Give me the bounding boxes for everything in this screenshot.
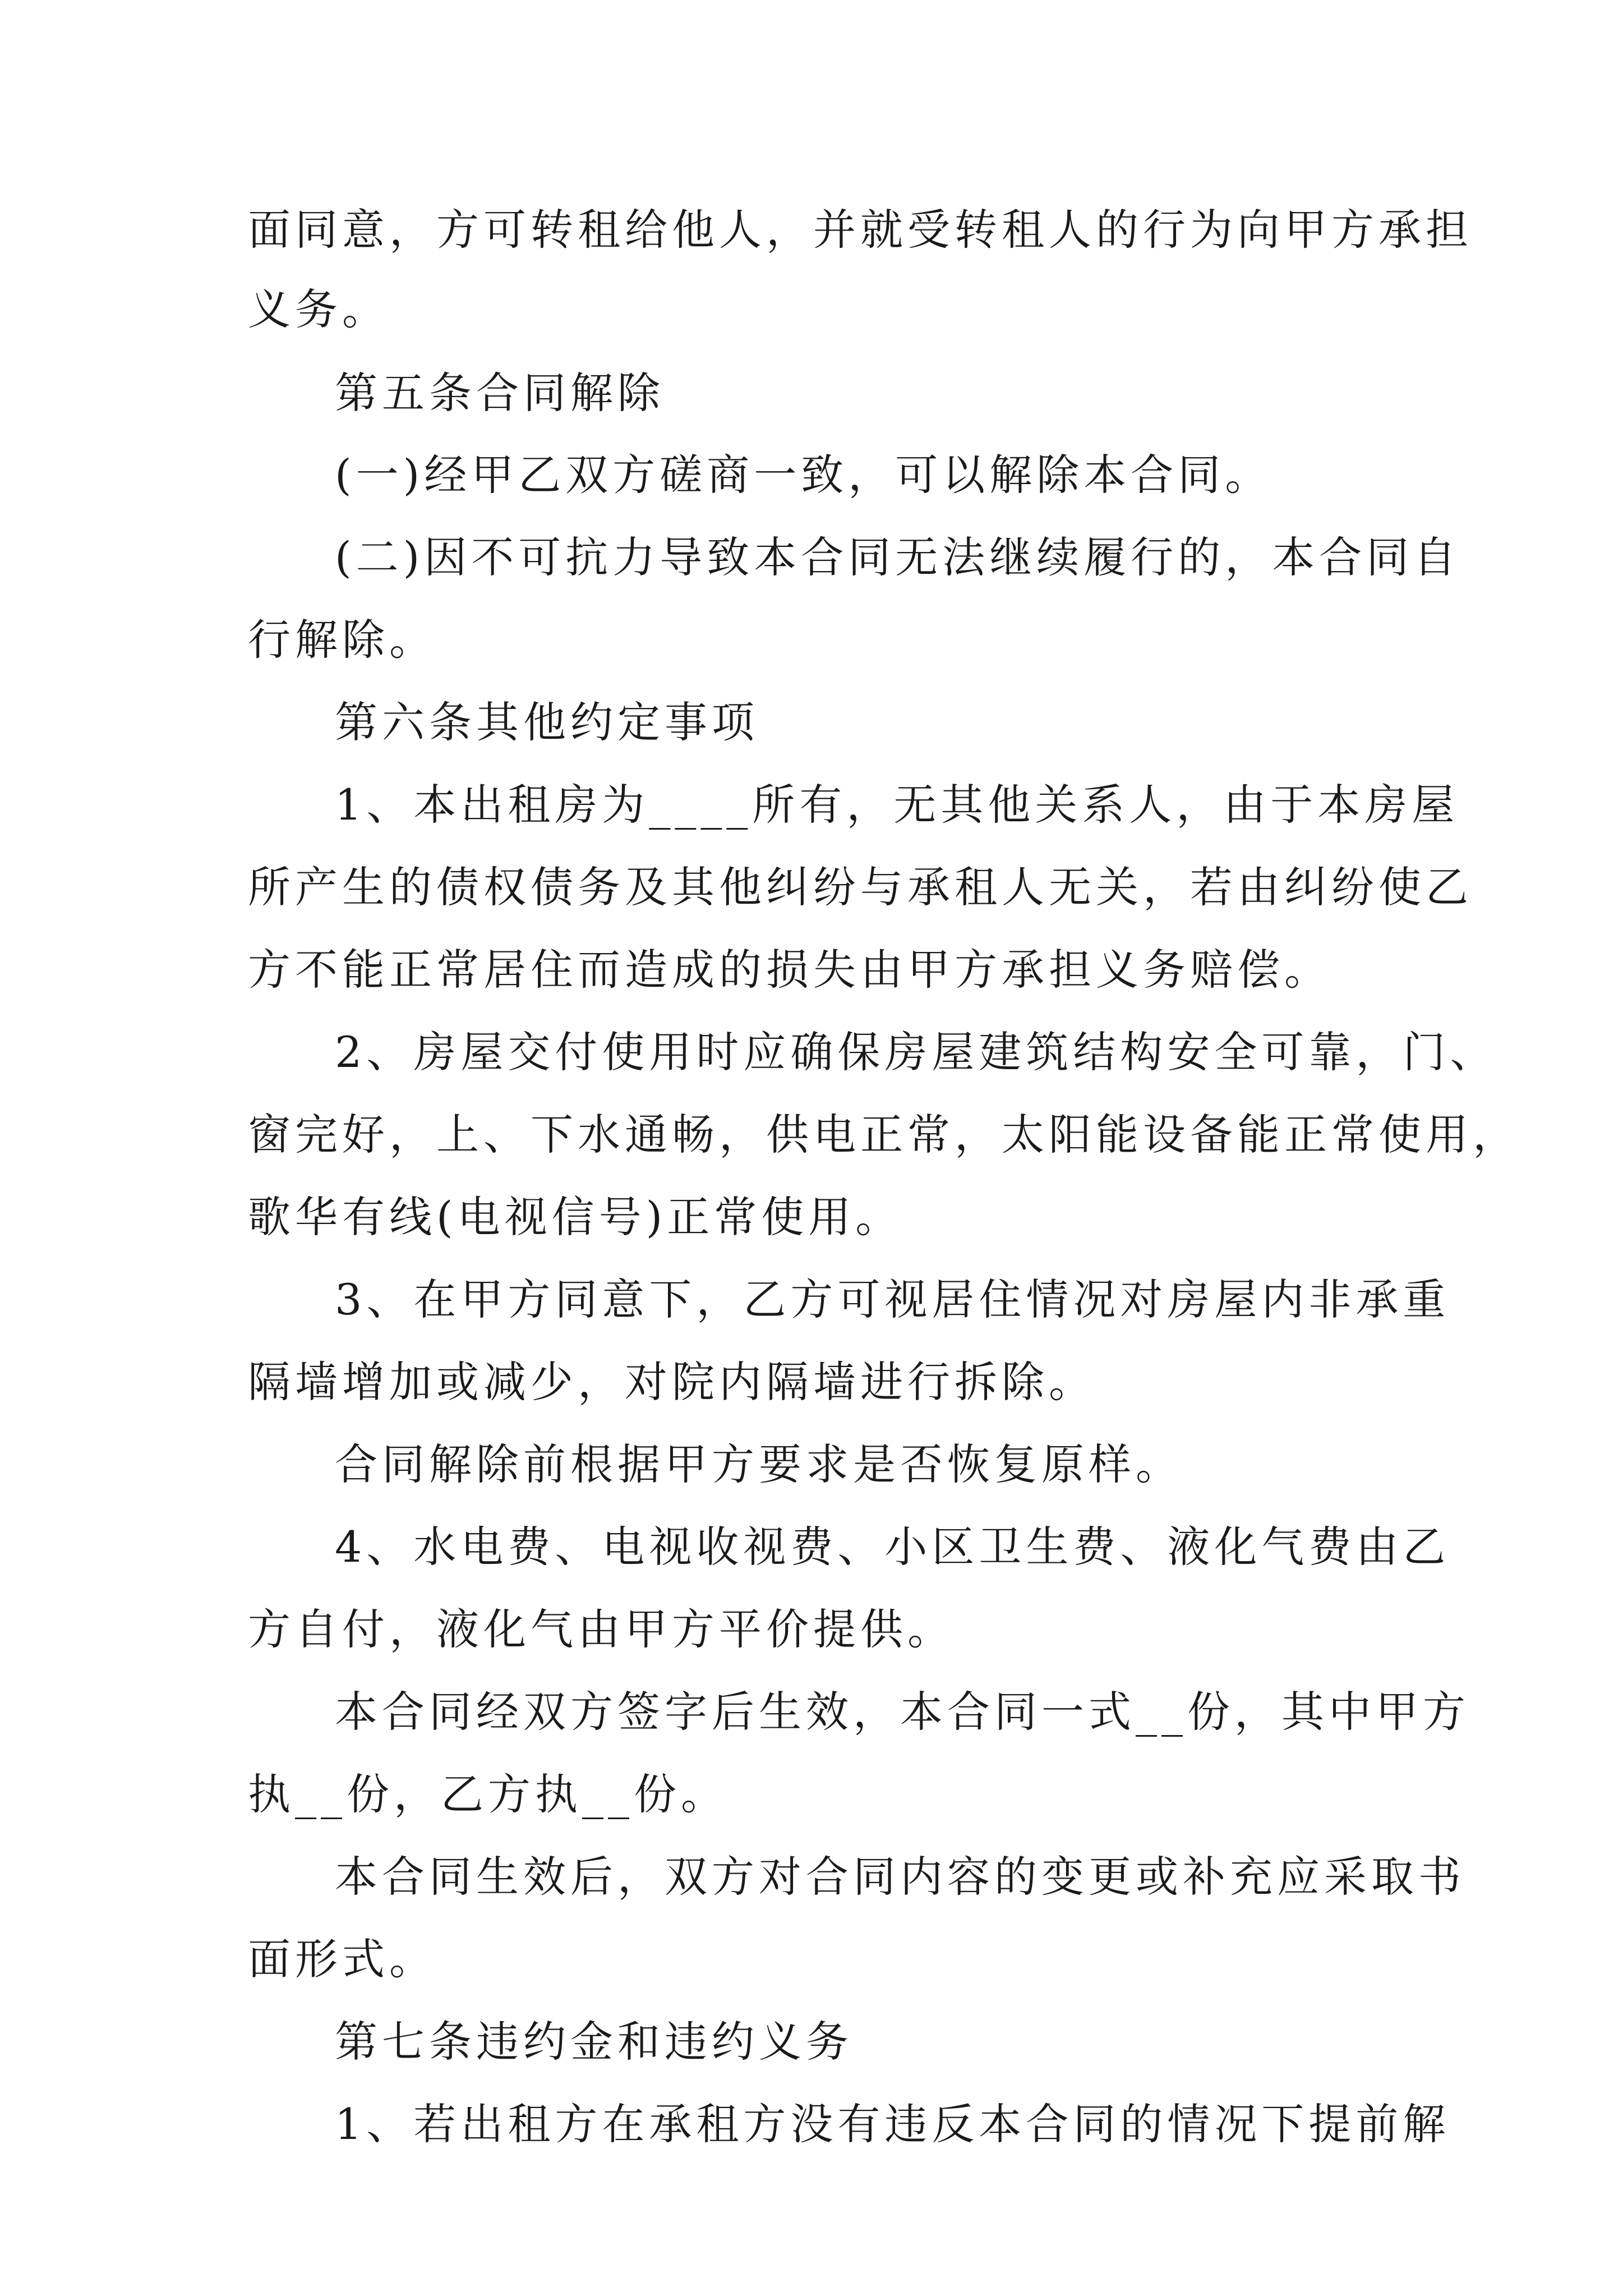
text-line: 面同意，方可转租给他人，并就受转租人的行为向甲方承担 xyxy=(248,205,1473,255)
text-line: (一)经甲乙双方磋商一致，可以解除本合同。 xyxy=(335,450,1272,500)
text-line: 歌华有线(电视信号)正常使用。 xyxy=(248,1192,903,1242)
text-line: 窗完好，上、下水通畅，供电正常，太阳能设备能正常使用， xyxy=(248,1110,1520,1159)
section-heading: 第六条其他约定事项 xyxy=(335,697,759,747)
text-line: 方自付，液化气由甲方平价提供。 xyxy=(248,1604,955,1654)
section-heading: 第五条合同解除 xyxy=(335,368,665,418)
text-line: 行解除。 xyxy=(248,615,436,665)
text-line: 合同解除前根据甲方要求是否恢复原样。 xyxy=(335,1439,1183,1489)
text-line: 本合同经双方签字后生效，本合同一式__份，其中甲方 xyxy=(335,1687,1470,1737)
text-line: 所产生的债权债务及其他纠纷与承租人无关，若由纠纷使乙 xyxy=(248,862,1473,912)
text-line: 义务。 xyxy=(248,284,389,334)
text-line: 1、若出租方在承租方没有违反本合同的情况下提前解 xyxy=(335,2099,1450,2149)
text-line: 3、在甲方同意下，乙方可视居住情况对房屋内非承重 xyxy=(335,1274,1450,1324)
text-line: 本合同生效后，双方对合同内容的变更或补充应采取书 xyxy=(335,1852,1465,1902)
text-line: 4、水电费、电视收视费、小区卫生费、液化气费由乙 xyxy=(335,1522,1450,1572)
text-line: 隔墙增加或减少，对院内隔墙进行拆除。 xyxy=(248,1357,1096,1407)
text-line: 2、房屋交付使用时应确保房屋建筑结构安全可靠，门、 xyxy=(335,1027,1497,1077)
section-heading: 第七条违约金和违约义务 xyxy=(335,2017,853,2067)
text-line: 执__份，乙方执__份。 xyxy=(248,1769,728,1819)
text-line: 面形式。 xyxy=(248,1934,436,1984)
text-line: 方不能正常居住而造成的损失由甲方承担义务赔偿。 xyxy=(248,945,1331,995)
text-line: (二)因不可抗力导致本合同无法继续履行的，本合同自 xyxy=(335,532,1461,582)
text-line: 1、本出租房为____所有，无其他关系人，由于本房屋 xyxy=(335,780,1459,830)
